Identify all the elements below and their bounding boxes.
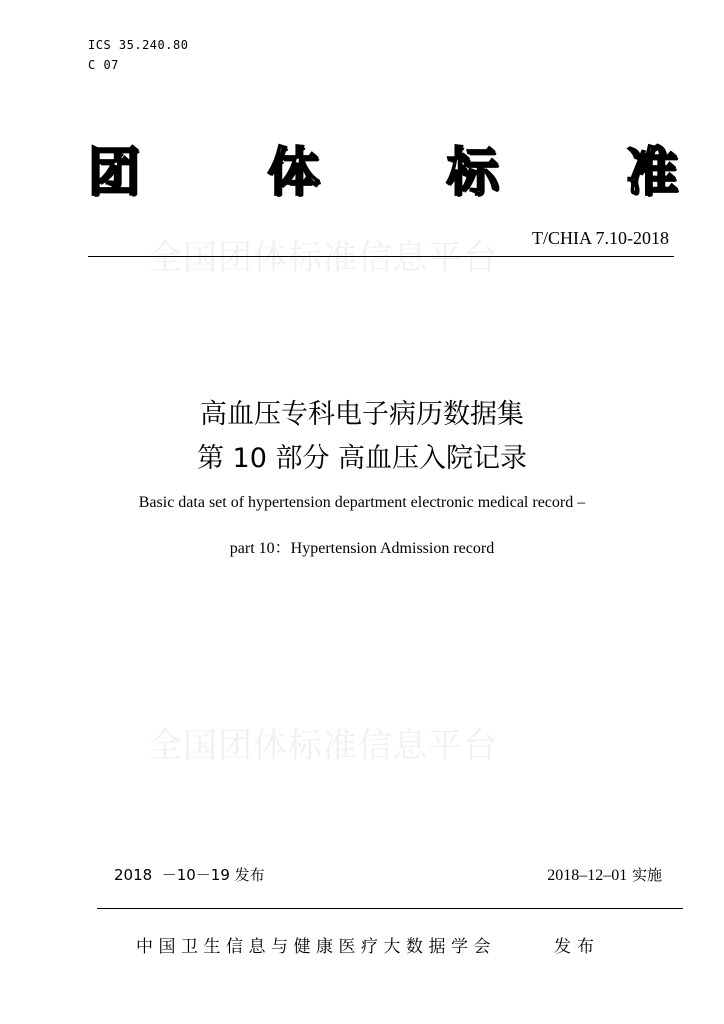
title-char-3: 标: [446, 143, 499, 203]
watermark-top: 全国团体标准信息平台: [148, 238, 498, 278]
title-char-1: 团: [88, 143, 141, 203]
watermark-middle: 全国团体标准信息平台: [148, 726, 498, 766]
standard-code: T/CHIA 7.10-2018: [532, 228, 669, 248]
implementation-date-value: 2018–12–01: [547, 867, 628, 884]
publish-label: 发布: [554, 937, 600, 957]
publisher-name: 中国卫生信息与健康医疗大数据学会: [136, 937, 496, 957]
title-cn-line1: 高血压专科电子病历数据集: [200, 399, 524, 430]
title-en-line2: part 10：Hypertension Admission record: [229, 540, 495, 557]
title-cn-line2: 第 10 部分 高血压入院记录: [196, 443, 528, 474]
title-char-2: 体: [267, 143, 320, 203]
title-char-4: 准: [625, 143, 678, 203]
divider-bottom: [97, 908, 683, 909]
title-en-line1: Basic data set of hypertension department electronic medical record –: [138, 494, 586, 511]
implementation-label: 实施: [627, 866, 662, 884]
implementation-date: [547, 864, 662, 885]
release-date: 2018 －10－19 发布: [114, 866, 265, 884]
document-type-title: [88, 142, 678, 204]
ccs-code: C 07: [88, 58, 119, 72]
divider-top: [88, 256, 674, 257]
ics-code: ICS 35.240.80: [88, 38, 189, 52]
